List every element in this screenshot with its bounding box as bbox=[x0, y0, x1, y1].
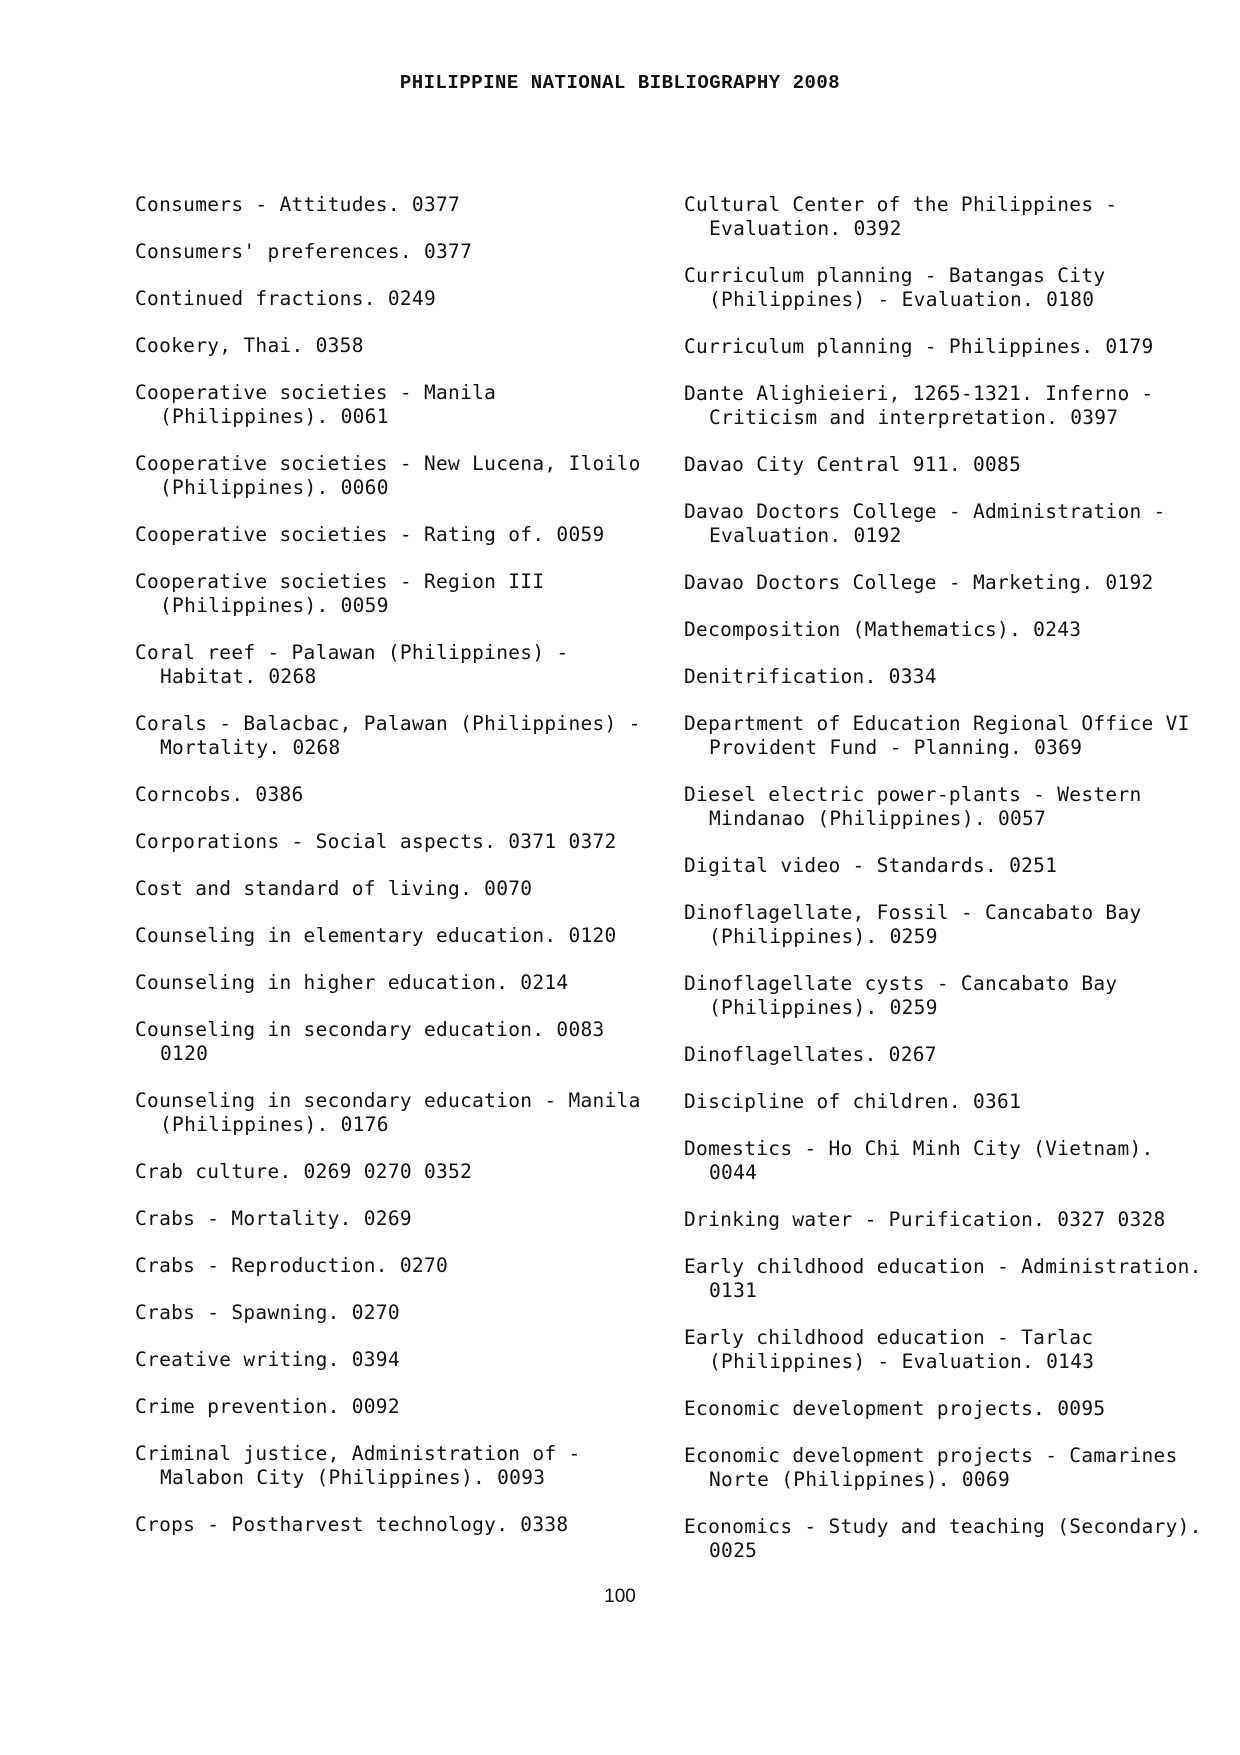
index-entry: Coral reef - Palawan (Philippines) - Habitat. 0268 bbox=[135, 641, 569, 688]
index-entry: Digital video - Standards. 0251 bbox=[684, 854, 1058, 877]
page-number: 100 bbox=[604, 1586, 636, 1607]
index-entry: Discipline of children. 0361 bbox=[684, 1090, 1022, 1113]
index-entry: Cooperative societies - Region III (Philippines). 0059 bbox=[135, 570, 545, 617]
index-entry: Department of Education Regional Office VI Provident Fund - Planning. 0369 bbox=[684, 712, 1190, 759]
index-entry: Cooperative societies - Manila (Philippines). 0061 bbox=[135, 381, 497, 428]
index-entry: Davao City Central 911. 0085 bbox=[684, 453, 1022, 476]
index-entry: Cultural Center of the Philippines - Evaluation. 0392 bbox=[684, 193, 1118, 240]
index-entry: Corncobs. 0386 bbox=[135, 783, 304, 806]
index-entry: Dinoflagellates. 0267 bbox=[684, 1043, 937, 1066]
index-entry: Counseling in higher education. 0214 bbox=[135, 971, 569, 994]
page-title: PHILIPPINE NATIONAL BIBLIOGRAPHY 2008 bbox=[399, 72, 841, 94]
index-entry: Creative writing. 0394 bbox=[135, 1348, 400, 1371]
index-entry: Denitrification. 0334 bbox=[684, 665, 937, 688]
index-entry: Davao Doctors College - Administration - Evaluation. 0192 bbox=[684, 500, 1166, 547]
index-entry: Curriculum planning - Philippines. 0179 bbox=[684, 335, 1154, 358]
index-entry: Counseling in elementary education. 0120 bbox=[135, 924, 617, 947]
index-entry: Drinking water - Purification. 0327 0328 bbox=[684, 1208, 1166, 1231]
index-column-left bbox=[135, 193, 655, 1560]
index-entry: Continued fractions. 0249 bbox=[135, 287, 436, 310]
index-entry: Dinoflagellate cysts - Cancabato Bay (Philippines). 0259 bbox=[684, 972, 1118, 1019]
index-entry: Corals - Balacbac, Palawan (Philippines) - Mortality. 0268 bbox=[135, 712, 641, 759]
index-entry: Early childhood education - Tarlac (Philippines) - Evaluation. 0143 bbox=[684, 1326, 1095, 1373]
index-entry: Crime prevention. 0092 bbox=[135, 1395, 400, 1418]
index-entry: Counseling in secondary education. 0083 0120 bbox=[135, 1018, 605, 1065]
index-entry: Cooperative societies - New Lucena, Iloilo (Philippines). 0060 bbox=[135, 452, 641, 499]
index-entry: Dante Alighieieri, 1265-1321. Inferno - Criticism and interpretation. 0397 bbox=[684, 382, 1154, 429]
index-entry: Cooperative societies - Rating of. 0059 bbox=[135, 523, 605, 546]
index-entry: Crops - Postharvest technology. 0338 bbox=[135, 1513, 569, 1536]
index-entry: Curriculum planning - Batangas City (Philippines) - Evaluation. 0180 bbox=[684, 264, 1106, 311]
index-entry: Counseling in secondary education - Manila (Philippines). 0176 bbox=[135, 1089, 641, 1136]
index-entry: Cookery, Thai. 0358 bbox=[135, 334, 364, 357]
index-entry: Domestics - Ho Chi Minh City (Vietnam). 0044 bbox=[684, 1137, 1154, 1184]
index-entry: Crab culture. 0269 0270 0352 bbox=[135, 1160, 473, 1183]
index-column-right bbox=[684, 193, 1204, 1586]
index-entry: Economics - Study and teaching (Secondary). 0025 bbox=[684, 1515, 1202, 1562]
index-entry: Crabs - Mortality. 0269 bbox=[135, 1207, 412, 1230]
index-entry: Consumers - Attitudes. 0377 bbox=[135, 193, 461, 216]
index-entry: Cost and standard of living. 0070 bbox=[135, 877, 533, 900]
index-entry: Consumers' preferences. 0377 bbox=[135, 240, 473, 263]
index-entry: Dinoflagellate, Fossil - Cancabato Bay (Philippines). 0259 bbox=[684, 901, 1142, 948]
index-entry: Corporations - Social aspects. 0371 0372 bbox=[135, 830, 617, 853]
index-entry: Economic development projects - Camarines Norte (Philippines). 0069 bbox=[684, 1444, 1178, 1491]
index-entry: Crabs - Reproduction. 0270 bbox=[135, 1254, 449, 1277]
index-entry: Decomposition (Mathematics). 0243 bbox=[684, 618, 1082, 641]
index-entry: Crabs - Spawning. 0270 bbox=[135, 1301, 400, 1324]
index-entry: Diesel electric power-plants - Western Mindanao (Philippines). 0057 bbox=[684, 783, 1142, 830]
index-entry: Davao Doctors College - Marketing. 0192 bbox=[684, 571, 1154, 594]
index-entry: Early childhood education - Administration. 0131 bbox=[684, 1255, 1202, 1302]
index-entry: Economic development projects. 0095 bbox=[684, 1397, 1106, 1420]
index-entry: Criminal justice, Administration of - Malabon City (Philippines). 0093 bbox=[135, 1442, 581, 1489]
